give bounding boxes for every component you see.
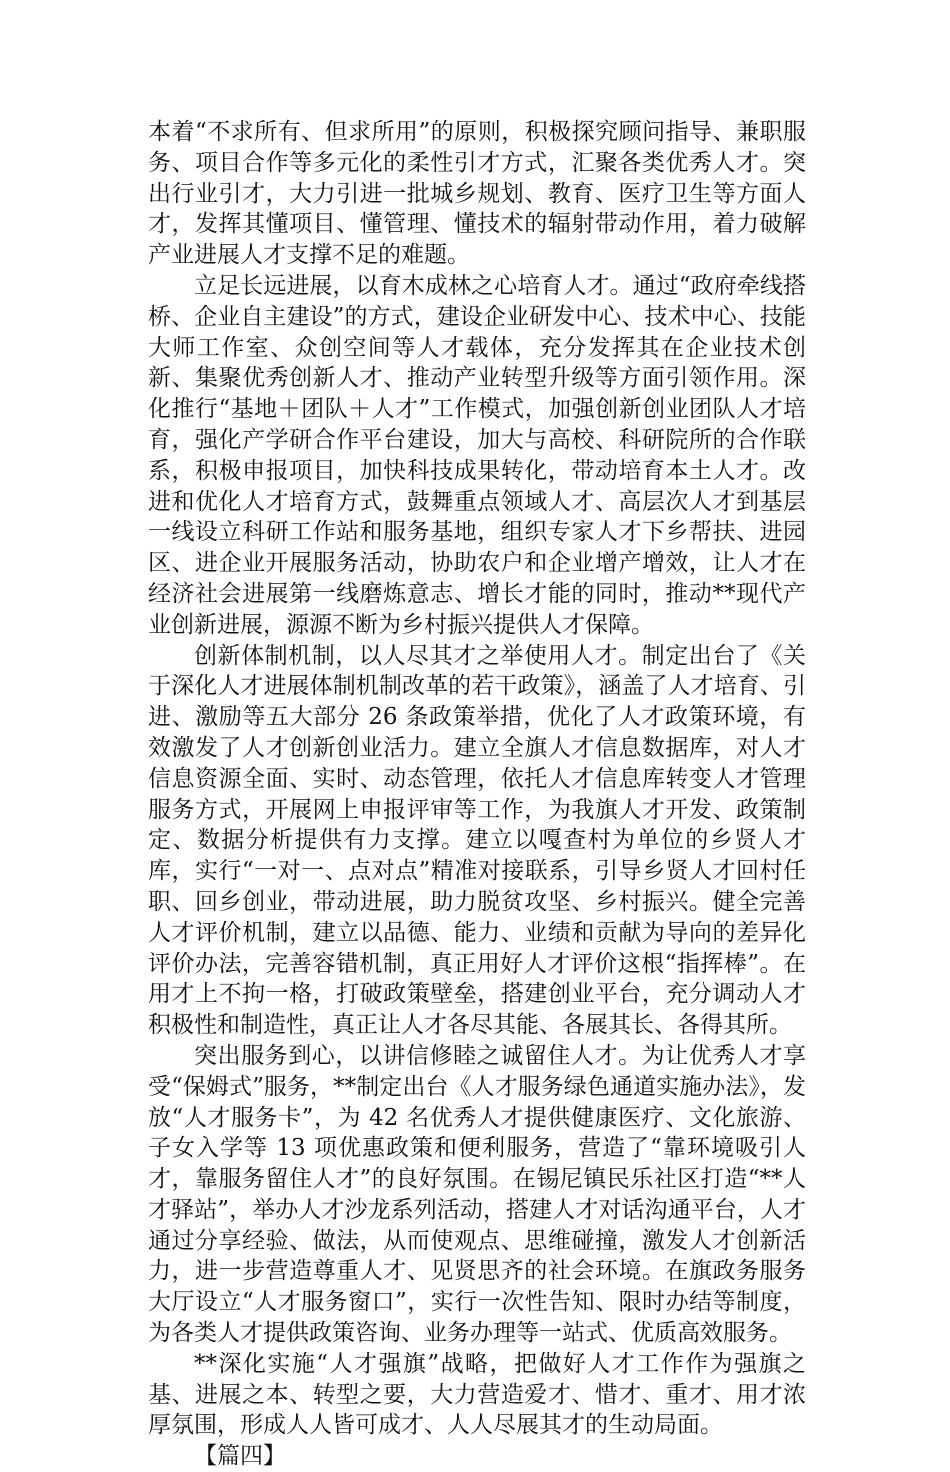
paragraph-3: 创新体制机制，以人尽其才之举使用人才。制定出台了《关于深化人才进展体制机制改革的若干政策》，涵盖了人才培育、引进、激励等五大部分 26 条政策举措，优化了人才政策环境，有效激发了人才创新创业活力。建立全旗人才信息数据库，对人才信息资源全面、实时、动态管理，依托人才信息库转变人才管理服务方式，开展网上申报评审等工作，为我旗人才开发、政策制定、数据分析提供有力支撑。建立以嘎查村为单位的乡贤人才库，实行“一对一、点对点”精准对接联系，引导乡贤人才回村任职、回乡创业，带动进展，助力脱贫攻坚、乡村振兴。健全完善人才评价机制，建立以品德、能力、业绩和贡献为导向的差异化评价办法，完善容错机制，真正用好人才评价这根“指挥棒”。在用才上不拘一格，打破政策壁垒，搭建创业平台，充分调动人才积极性和制造性，真正让人才各尽其能、各展其长、各得其所。 <box>148 642 806 1039</box>
paragraph-5: **深化实施“人才强旗”战略，把做好人才工作作为强旗之基、进展之本、转型之要，大力营造爱才、惜才、重才、用才浓厚氛围，形成人人皆可成才、人人尽展其才的生动局面。 <box>148 1350 806 1439</box>
paragraph-4: 突出服务到心，以讲信修睦之诚留住人才。为让优秀人才享受“保姆式”服务，**制定出台《人才服务绿色通道实施办法》，发放“人才服务卡”，为 42 名优秀人才提供健康医疗、文化旅游、子女入学等 13 项优惠政策和便利服务，营造了“靠环境吸引人才，靠服务留住人才”的良好氛围。在锡尼镇民乐社区打造“**人才驿站”，举办人才沙龙系列活动，搭建人才对话沟通平台，人才通过分享经验、做法，从而使观点、思维碰撞，激发人才创新活力，进一步营造尊重人才、见贤思齐的社会环境。在旗政务服务大厅设立“人才服务窗口”，实行一次性告知、限时办结等制度，为各类人才提供政策咨询、业务办理等一站式、优质高效服务。 <box>148 1042 806 1347</box>
paragraph-1: 本着“不求所有、但求所用”的原则，积极探究顾问指导、兼职服务、项目合作等多元化的柔性引才方式，汇聚各类优秀人才。突出行业引才，大力引进一批城乡规划、教育、医疗卫生等方面人才，发挥其懂项目、懂管理、懂技术的辐射带动作用，着力破解产业进展人才支撑不足的难题。 <box>148 119 806 269</box>
paragraph-2: 立足长远进展，以育木成林之心培育人才。通过“政府牵线搭桥、企业自主建设”的方式，建设企业研发中心、技术中心、技能大师工作室、众创空间等人才载体，充分发挥其在企业技术创新、集聚优秀创新人才、推动产业转型升级等方面引领作用。深化推行“基地＋团队＋人才”工作模式，加强创新创业团队人才培育，强化产学研合作平台建设，加大与高校、科研院所的合作联系，积极申报项目，加快科技成果转化，带动培育本土人才。改进和优化人才培育方式，鼓舞重点领域人才、高层次人才到基层一线设立科研工作站和服务基地，组织专家人才下乡帮扶、进园区、进企业开展服务活动，协助农户和企业增产增效，让人才在经济社会进展第一线磨炼意志、增长才能的同时，推动**现代产业创新进展，源源不断为乡村振兴提供人才保障。 <box>148 272 806 638</box>
body-text <box>148 117 806 1472</box>
section-heading: 【篇四】 <box>194 1443 286 1470</box>
